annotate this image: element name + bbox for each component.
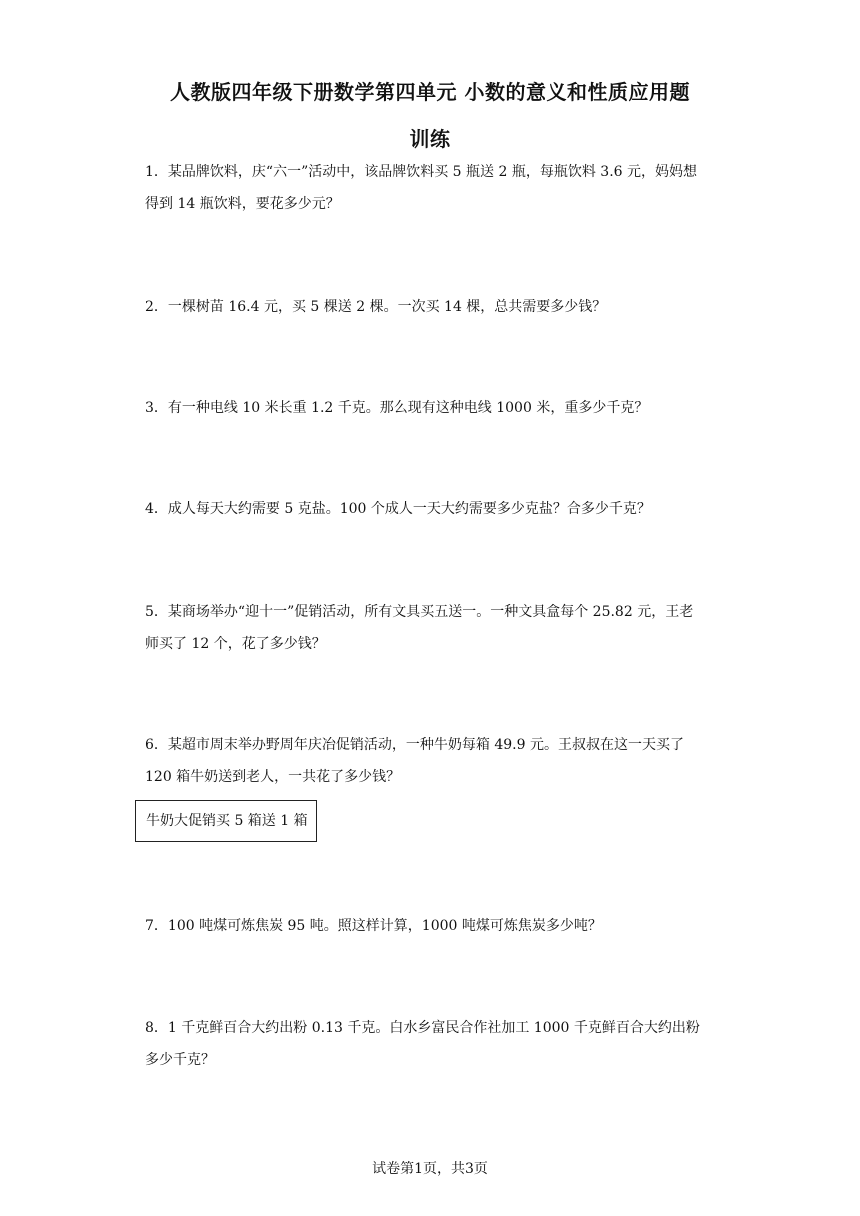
question-8 xyxy=(145,1012,725,1076)
promo-box: 牛奶大促销买 5 箱送 1 箱 xyxy=(135,800,317,842)
question-1-line-2: 得到 14 瓶饮料，要花多少元？ xyxy=(145,196,340,212)
question-5-line-2: 师买了 12 个，花了多少钱？ xyxy=(145,636,326,652)
question-4 xyxy=(145,493,725,525)
question-5 xyxy=(145,596,725,660)
question-6-line-2: 120 箱牛奶送到老人，一共花了多少钱？ xyxy=(145,769,401,785)
question-6 xyxy=(145,729,725,793)
question-1-line-1: 1．某品牌饮料，庆“六一”活动中，该品牌饮料买 5 瓶送 2 瓶，每瓶饮料 3.6 元，妈妈想 xyxy=(145,164,697,180)
question-8-line-2: 多少千克？ xyxy=(145,1052,215,1068)
question-8-line-1: 8．1 千克鲜百合大约出粉 0.13 千克。白水乡富民合作社加工 1000 千克鲜百合大约出粉 xyxy=(145,1020,700,1036)
question-7-line-1: 7．100 吨煤可炼焦炭 95 吨。照这样计算，1000 吨煤可炼焦炭多少吨？ xyxy=(145,918,602,934)
question-3 xyxy=(145,392,725,424)
document-title-line-2: 训练 xyxy=(409,127,451,151)
question-6-line-1: 6．某超市周末举办野周年庆冶促销活动，一种牛奶每箱 49.9 元。王叔叔在这一天买了 xyxy=(145,737,684,753)
question-4-line-1: 4．成人每天大约需要 5 克盐。100 个成人一天大约需要多少克盐？合多少千克？ xyxy=(145,501,651,517)
question-3-line-1: 3．有一种电线 10 米长重 1.2 千克。那么现有这种电线 1000 米，重多少千克？ xyxy=(145,400,649,416)
question-5-line-1: 5．某商场举办“迎十一”促销活动，所有文具买五送一。一种文具盒每个 25.82 元，王老 xyxy=(145,604,694,620)
document-title-line-1: 人教版四年级下册数学第四单元 小数的意义和性质应用题 xyxy=(170,80,690,104)
page-footer: 试卷第1页，共3页 xyxy=(372,1161,488,1177)
question-7 xyxy=(145,910,725,942)
question-2 xyxy=(145,291,725,323)
question-1 xyxy=(145,156,725,220)
question-2-line-1: 2．一棵树苗 16.4 元，买 5 棵送 2 棵。一次买 14 棵，总共需要多少钱？ xyxy=(145,299,607,315)
